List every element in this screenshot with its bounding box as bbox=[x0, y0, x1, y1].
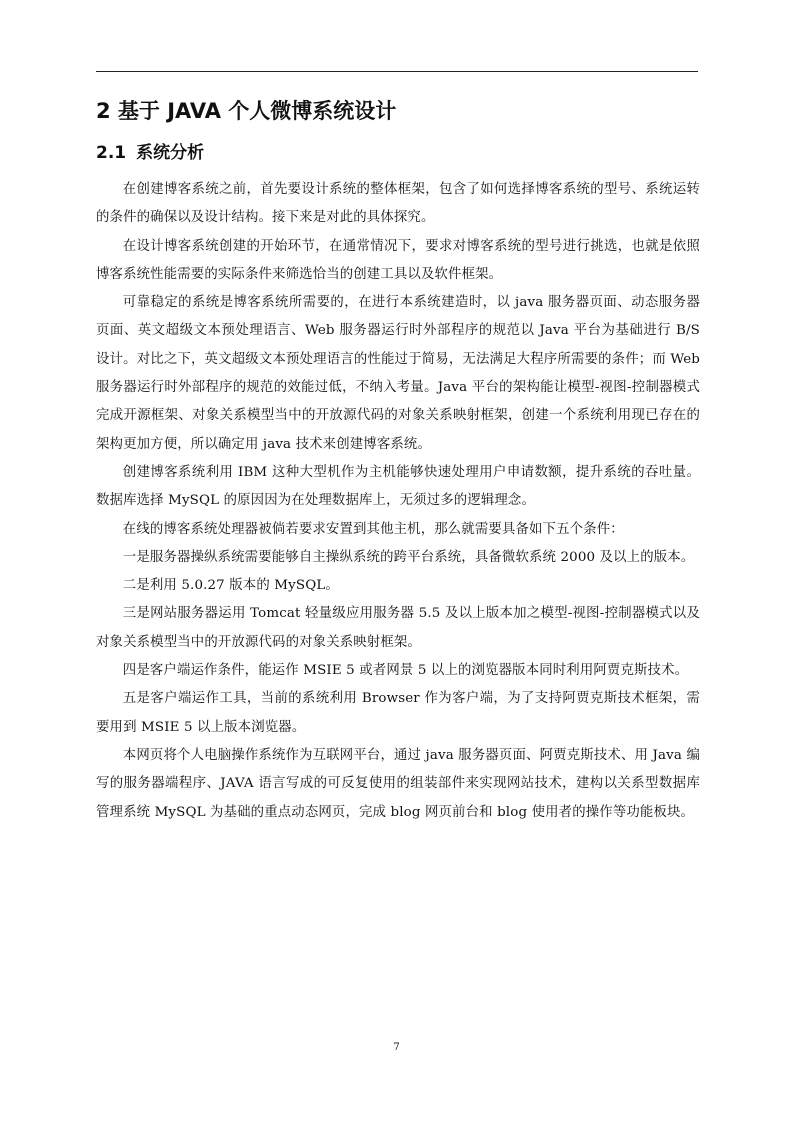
header-rule bbox=[96, 71, 698, 72]
paragraph-host-database: 创建博客系统利用 IBM 这种大型机作为主机能够快速处理用户申请数额，提升系统的吞吐量。数据库选择 MySQL 的原因因为在处理数据库上，无须过多的逻辑理念。 bbox=[96, 464, 700, 509]
paragraph-technology-choice: 可靠稳定的系统是博客系统所需要的，在进行本系统建造时，以 java 服务器页面、动态服务器页面、英文超级文本预处理语言、Web 服务器运行时外部程序的规范以 Java 平台为基础进行 B/S 设计。对比之下，英文超级文本预处理语言的性能过于简易，无法满足大程序所需要的条件；而 Web 服务器运行时外部程序的规范的效能过低，不纳入考量。Java 平台的架构能让模型-视图-控制器模式完成开源框架、对象关系模型当中的开放源代码的对象关系映射框架，创建一个系统利用现已存在的架构更加方便，所以确定用 java 技术来创建博客系统。 bbox=[96, 295, 700, 452]
paragraph-intro: 在创建博客系统之前，首先要设计系统的整体框架，包含了如何选择博客系统的型号、系统运转的条件的确保以及设计结构。接下来是对此的具体探究。 bbox=[96, 182, 700, 226]
paragraph-condition-4: 四是客户端运作条件，能运作 MSIE 5 或者网景 5 以上的浏览器版本同时利用阿贾克斯技术。 bbox=[122, 663, 689, 679]
section-heading bbox=[96, 139, 698, 167]
paragraph-condition-1: 一是服务器操纵系统需要能够自主操纵系统的跨平台系统，具备微软系统 2000 及以上的版本。 bbox=[122, 549, 695, 565]
section-number: 2.1 bbox=[96, 143, 127, 163]
body-text bbox=[96, 176, 700, 827]
paragraph-condition-5: 五是客户端运作工具，当前的系统利用 Browser 作为客户端，为了支持阿贾克斯技术框架，需要用到 MSIE 5 以上版本浏览器。 bbox=[96, 691, 700, 735]
paragraph-condition-2: 二是利用 5.0.27 版本的 MySQL。 bbox=[122, 578, 339, 594]
chapter-title: 2 基于 JAVA 个人微博系统设计 bbox=[96, 99, 397, 123]
section-title: 系统分析 bbox=[136, 143, 205, 163]
page-number: 7 bbox=[393, 1042, 400, 1053]
paragraph-conditions-intro: 在线的博客系统处理器被倘若要求安置到其他主机，那么就需要具备如下五个条件： bbox=[122, 521, 624, 537]
paragraph-model-selection: 在设计博客系统创建的开始环节，在通常情况下，要求对博客系统的型号进行挑选，也就是依照博客系统性能需要的实际条件来筛选恰当的创建工具以及软件框架。 bbox=[96, 238, 700, 282]
paragraph-summary: 本网页将个人电脑操作系统作为互联网平台，通过 java 服务器页面、阿贾克斯技术、用 Java 编写的服务器端程序、JAVA 语言写成的可反复使用的组装部件来实现网站技术，建构以关系型数据库管理系统 MySQL 为基础的重点动态网页，完成 blog 网页前台和 blog 使用者的操作等功能板块。 bbox=[96, 747, 700, 820]
paragraph-condition-3: 三是网站服务器运用 Tomcat 轻量级应用服务器 5.5 及以上版本加之模型-视图-控制器模式以及对象关系模型当中的开放源代码的对象关系映射框架。 bbox=[96, 606, 700, 650]
